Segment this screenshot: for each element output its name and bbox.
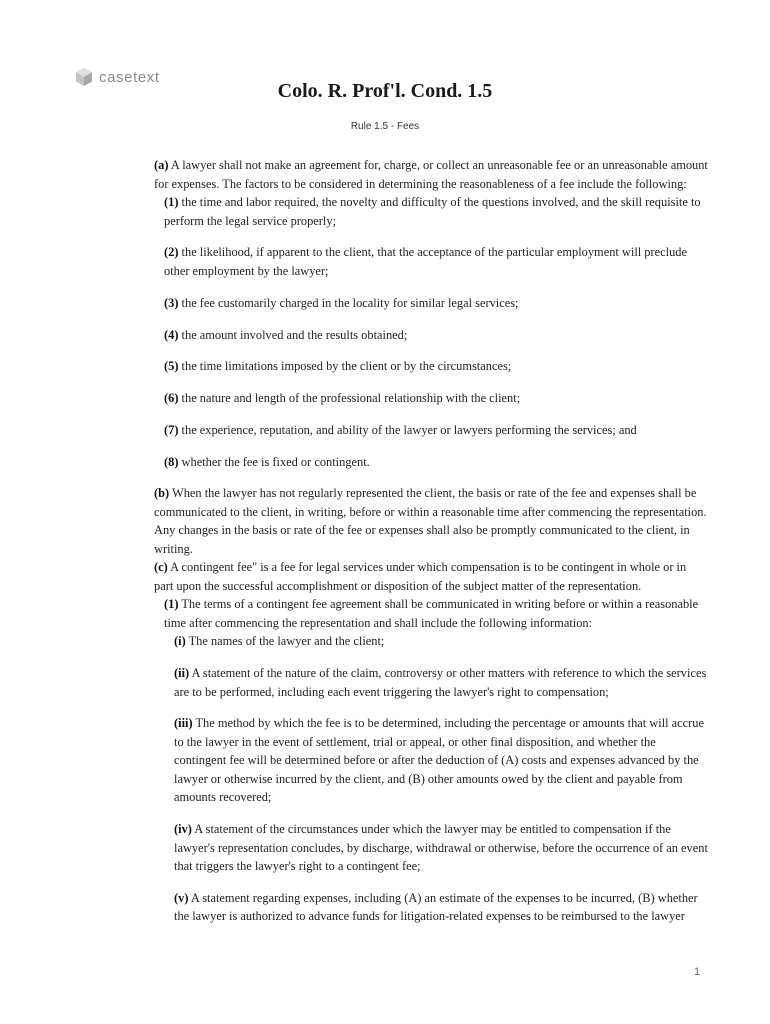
clause-text: the likelihood, if apparent to the client, that the acceptance of the particular employment will preclude <box>178 245 687 259</box>
para-a-line <box>154 156 720 174</box>
para-civ-line <box>174 820 720 838</box>
clause-label: (c) <box>154 560 168 574</box>
document-title: Colo. R. Prof'l. Cond. 1.5 <box>277 80 493 102</box>
para-ciii-line: lawyer or otherwise incurred by the client, and (B) other amounts owed by the client and payable from <box>174 772 683 786</box>
para-a2-line <box>164 243 720 261</box>
para-b-line <box>154 484 720 502</box>
clause-text: the nature and length of the professional relationship with the client; <box>178 391 521 405</box>
para-c-line: part upon the successful accomplishment or disposition of the subject matter of the representation. <box>154 579 642 593</box>
clause-text: A lawyer shall not make an agreement for, charge, or collect an unreasonable fee or an unreasonable amount <box>168 158 708 172</box>
clause-label: (ii) <box>174 666 190 680</box>
para-ciii-line: contingent fee will be determined before or after the deduction of (A) costs and expenses advanced by the <box>174 753 699 767</box>
para-cii-line: are to be performed, including each event triggering the lawyer's right to compensation; <box>174 685 609 699</box>
clause-text: the time and labor required, the novelty and difficulty of the questions involved, and the skill requisite to <box>178 195 701 209</box>
clause-text: A statement regarding expenses, including (A) an estimate of the expenses to be incurred, (B) whether <box>188 891 698 905</box>
para-a1-line: perform the legal service properly; <box>164 214 337 228</box>
para-a8-line <box>164 453 720 471</box>
clause-label: (1) <box>164 195 179 209</box>
para-a2-line: other employment by the lawyer; <box>164 264 329 278</box>
clause-label: (5) <box>164 359 179 373</box>
para-ci-line <box>174 632 720 650</box>
para-c1-line: time after commencing the representation and shall include the following information: <box>164 616 593 630</box>
para-b-line: Any changes in the basis or rate of the fee or expenses shall also be promptly communicated to the client, in <box>154 523 690 537</box>
para-a3-line <box>164 294 720 312</box>
clause-label: (6) <box>164 391 179 405</box>
clause-text: the experience, reputation, and ability of the lawyer or lawyers performing the services; and <box>178 423 637 437</box>
clause-label: (4) <box>164 328 179 342</box>
page-number: 1 <box>694 966 701 978</box>
clause-text: When the lawyer has not regularly represented the client, the basis or rate of the fee and expenses shall be <box>169 486 697 500</box>
para-c1-line <box>164 595 720 613</box>
para-cv-line <box>174 889 720 907</box>
clause-label: (1) <box>164 597 179 611</box>
clause-text: the time limitations imposed by the client or by the circumstances; <box>178 359 512 373</box>
para-cv-line: the lawyer is authorized to advance funds for litigation-related expenses to be reimbursed to the lawyer <box>174 909 685 923</box>
clause-label: (i) <box>174 634 186 648</box>
para-b-line: communicated to the client, in writing, before or within a reasonable time after commencing the representation. <box>154 505 707 519</box>
logo-text: casetext <box>99 68 160 86</box>
clause-label: (8) <box>164 455 179 469</box>
para-c-line <box>154 558 720 576</box>
document-subtitle: Rule 1.5 - Fees <box>350 121 420 132</box>
para-a4-line <box>164 326 720 344</box>
clause-text: A statement of the nature of the claim, controversy or other matters with reference to which the services <box>189 666 707 680</box>
clause-label: (iv) <box>174 822 192 836</box>
para-a6-line <box>164 389 720 407</box>
para-cii-line <box>174 664 720 682</box>
clause-text: The terms of a contingent fee agreement shall be communicated in writing before or within a reasonable <box>178 597 699 611</box>
clause-text: whether the fee is fixed or contingent. <box>178 455 370 469</box>
clause-label: (a) <box>154 158 169 172</box>
clause-text: the fee customarily charged in the locality for similar legal services; <box>178 296 519 310</box>
clause-label: (v) <box>174 891 189 905</box>
clause-label: (2) <box>164 245 179 259</box>
clause-label: (iii) <box>174 716 193 730</box>
clause-text: The names of the lawyer and the client; <box>185 634 385 648</box>
clause-label: (3) <box>164 296 179 310</box>
para-a-line: for expenses. The factors to be considered in determining the reasonableness of a fee include the following: <box>154 177 687 191</box>
para-ciii-line: amounts recovered; <box>174 790 272 804</box>
clause-text: the amount involved and the results obtained; <box>178 328 408 342</box>
para-ciii-line: to the lawyer in the event of settlement, trial or appeal, or other final disposition, and whether the <box>174 735 656 749</box>
clause-label: (7) <box>164 423 179 437</box>
para-b-line: writing. <box>154 542 193 556</box>
para-a5-line <box>164 357 720 375</box>
clause-text: The method by which the fee is to be determined, including the percentage or amounts that will accrue <box>192 716 704 730</box>
clause-text: A statement of the circumstances under which the lawyer may be entitled to compensation if the <box>191 822 671 836</box>
para-ciii-line <box>174 714 720 732</box>
clause-label: (b) <box>154 486 170 500</box>
para-a1-line <box>164 193 720 211</box>
para-a7-line <box>164 421 720 439</box>
clause-text: A contingent fee" is a fee for legal services under which compensation is to be contingent in whole or in <box>167 560 687 574</box>
para-civ-line: lawyer's representation concludes, by discharge, withdrawal or otherwise, before the occurrence of an event <box>174 841 708 855</box>
para-civ-line: that triggers the lawyer's right to a contingent fee; <box>174 859 421 873</box>
